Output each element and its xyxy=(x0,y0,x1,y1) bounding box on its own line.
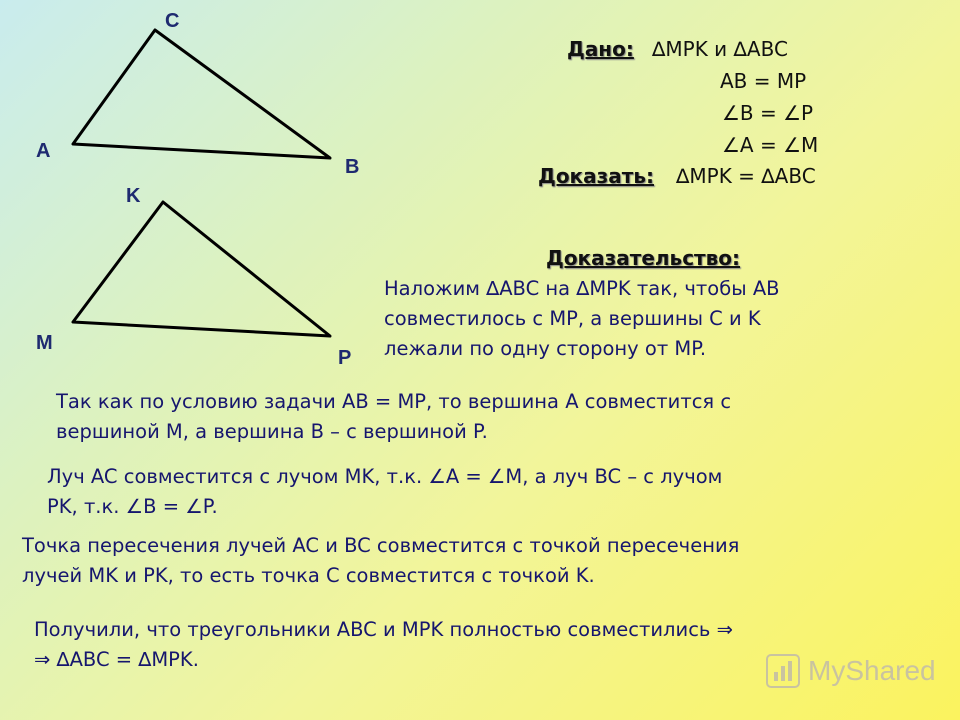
vertex-label-b: B xyxy=(345,156,360,178)
watermark xyxy=(766,654,936,688)
given-line-3: ∠B = ∠P xyxy=(722,101,814,125)
text-line: Точка пересечения лучей AC и BC совместится с точкой пересечения xyxy=(22,534,740,557)
proof-paragraph-5 xyxy=(34,615,733,675)
text-line: PK, т.к. ∠B = ∠P. xyxy=(47,495,218,518)
prove-statement: ∆MPK = ∆ABC xyxy=(676,164,816,188)
text-line: Так как по условию задачи AB = MP, то вершина A совместится с xyxy=(56,390,732,413)
text-line: вершиной M, а вершина B – с вершиной P. xyxy=(56,420,488,443)
vertex-label-m: M xyxy=(36,332,53,354)
prove-label: Доказать: xyxy=(538,164,654,188)
given-line-1: ∆MPK и ∆ABC xyxy=(652,37,788,61)
given-line-2: AB = MP xyxy=(720,69,807,93)
vertex-label-p: P xyxy=(338,347,352,369)
triangle-abc xyxy=(73,30,330,158)
myshared-logo-icon xyxy=(766,654,800,688)
text-line: Получили, что треугольники ABC и MPK полностью совместились ⇒ xyxy=(34,618,733,641)
proof-paragraph-4 xyxy=(22,531,739,591)
text-line: ⇒ ∆ABC = ∆MPK. xyxy=(34,648,199,671)
text-line: совместилось с MP, а вершины C и K xyxy=(384,307,761,330)
proof-paragraph-2 xyxy=(56,387,731,447)
vertex-label-c: C xyxy=(165,10,180,32)
triangle-mpk xyxy=(73,202,330,336)
proof-paragraph-3 xyxy=(47,462,722,522)
proof-label: Доказательство: xyxy=(546,246,741,270)
given-line-4: ∠A = ∠M xyxy=(722,133,819,157)
vertex-label-k: K xyxy=(126,185,141,207)
text-line: лежали по одну сторону от MP. xyxy=(384,337,707,360)
vertex-label-a: A xyxy=(36,140,51,162)
text-line: Наложим ∆ABC на ∆MPK так, чтобы AB xyxy=(384,277,780,300)
text-line: лучей MK и PK, то есть точка C совместится с точкой K. xyxy=(22,564,595,587)
watermark-text: MyShared xyxy=(808,655,936,686)
text-line: Луч AC совместится с лучом MK, т.к. ∠A = ∠M, а луч BC – с лучом xyxy=(47,465,723,488)
proof-paragraph-1 xyxy=(384,274,780,364)
given-label: Дано: xyxy=(567,37,634,61)
